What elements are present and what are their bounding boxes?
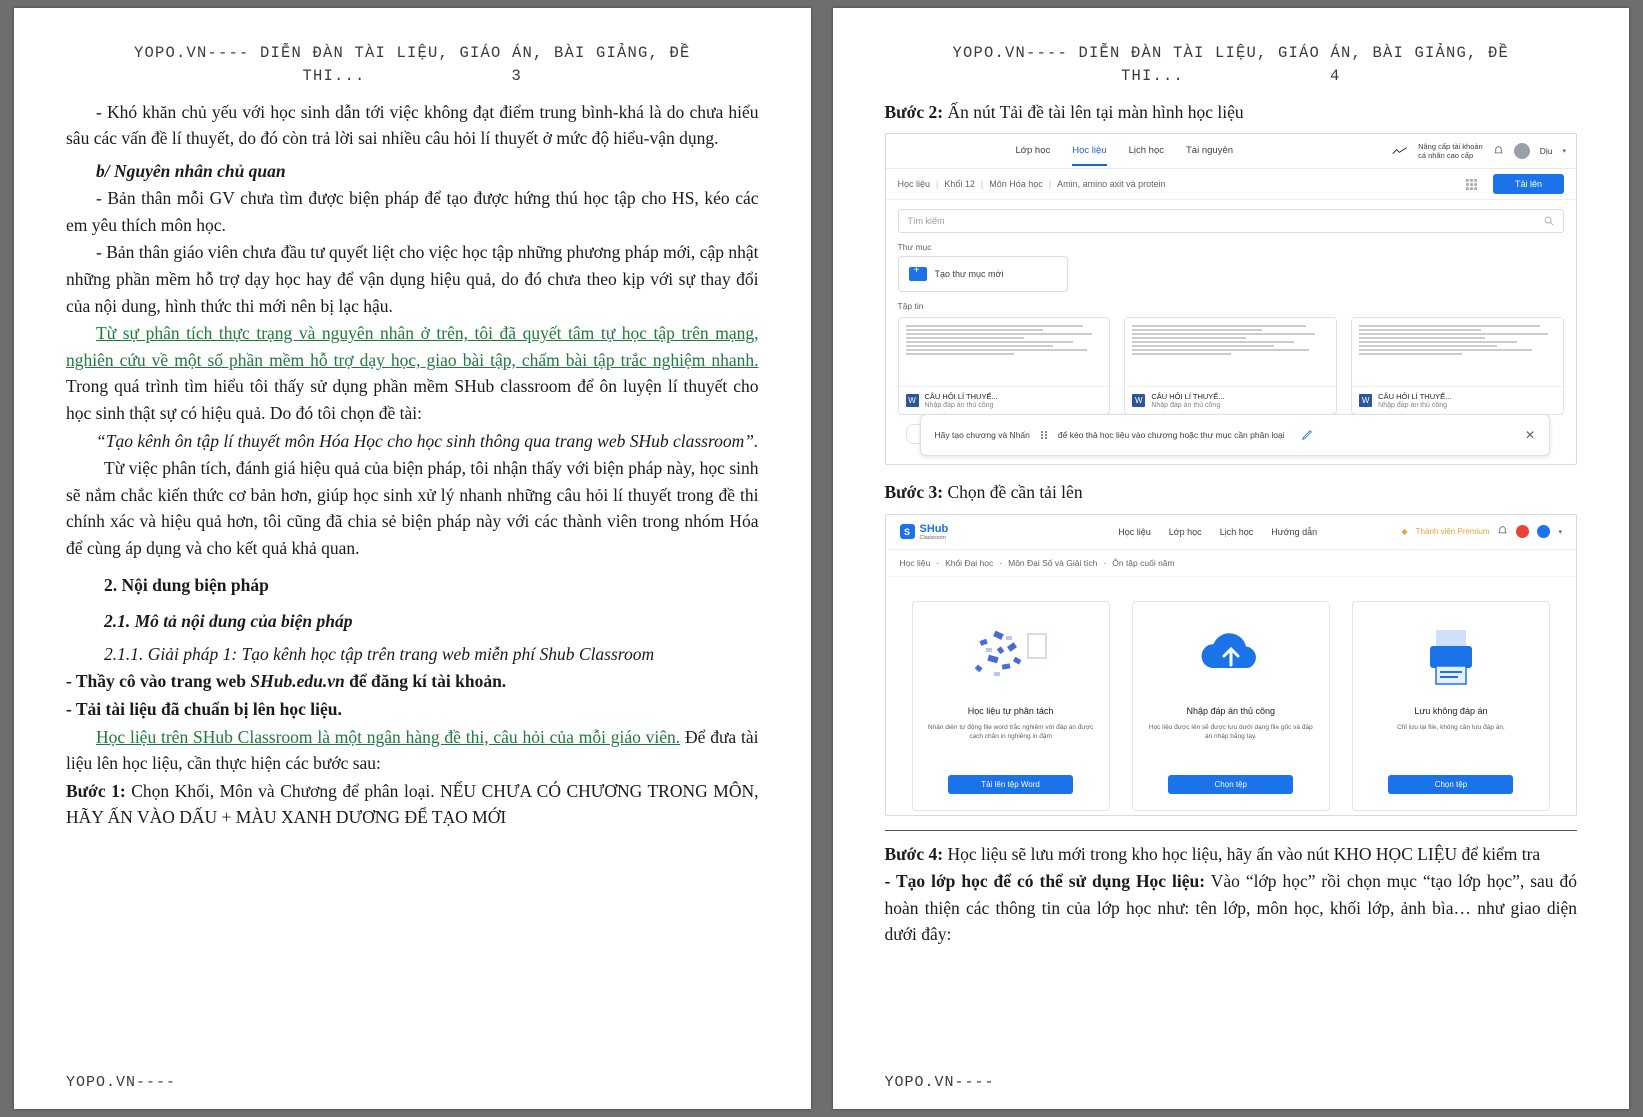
upgrade-line2: cá nhân cao cấp — [1418, 151, 1474, 161]
nav-lich-hoc[interactable]: Lịch học — [1219, 526, 1254, 537]
para-tu-viec-phan-tich: Từ việc phân tích, đánh giá hiệu quả của biện pháp, tôi nhận thấy với biện pháp này, học sinh sẽ nắm chắc kiến thức cơ bản hơn, giúp học sinh xử lý nhanh những câu hỏi lí thuyết trong đề thi chính xác và hiệu quả hơn, tôi cũng đã chia sẻ biện pháp này với các thành viên trong nhóm Hóa để cùng áp dụng và cho kết quả khả quan. — [66, 458, 759, 558]
avatar[interactable] — [1514, 143, 1530, 159]
folder-plus-icon — [909, 267, 927, 281]
para-hoc-lieu-ngan-hang — [66, 724, 759, 777]
breadcrumb-khoi-12[interactable]: Khối 12 — [944, 179, 975, 190]
label-thu-muc: Thư mục — [897, 242, 932, 253]
page-header-left — [66, 42, 759, 89]
upgrade-line1: Nâng cấp tài khoản — [1418, 141, 1483, 151]
topbar-right — [1392, 142, 1566, 161]
bell-icon[interactable] — [1493, 146, 1504, 157]
option-desc: Chỉ lưu lại file, không cần lưu đáp án. — [1397, 723, 1505, 731]
para-thay-co-a: - Thầy cô vào trang web — [66, 671, 251, 692]
file-thumbnail — [899, 318, 1110, 386]
heading-nguyen-nhan-chu-quan: b/ Nguyên nhân chủ quan — [96, 160, 286, 181]
tab-hoc-lieu[interactable]: Học liệu — [1072, 137, 1106, 166]
page-right — [833, 8, 1630, 1109]
label-buoc-3: Bước 3: — [884, 482, 944, 503]
para-tao-lop-hoc-rest: Vào “lớp học” rồi chọn mục “tạo lớp học”, sau đó hoàn thiện các thông tin của lớp học như: tên lớp, môn học, khối lớp, ảnh bìa… như giao diện dưới đây: — [884, 871, 1577, 945]
para-tai-tai-lieu: - Tải tài liệu đã chuẩn bị lên học liệu. — [66, 698, 342, 719]
app-tabs — [1016, 137, 1234, 166]
shub-topbar — [886, 515, 1577, 550]
para-buoc-4 — [885, 841, 1578, 868]
premium-label[interactable]: Thành viên Premium — [1415, 527, 1490, 537]
account-name[interactable]: Dịu — [1539, 146, 1553, 157]
file-meta — [1125, 386, 1336, 414]
shub-logo[interactable] — [900, 523, 949, 541]
search-field[interactable] — [898, 209, 1565, 233]
option-card-no-answers[interactable] — [1352, 601, 1550, 811]
file-subtitle: Nhập đáp án thủ công — [1151, 402, 1221, 410]
word-icon: W — [906, 394, 919, 407]
file-card[interactable] — [898, 317, 1111, 415]
choose-file-button[interactable]: Chọn tệp — [1168, 775, 1293, 794]
para-buoc-1 — [66, 778, 759, 831]
page-header-right — [885, 42, 1578, 89]
label-buoc-2: Bước 2: — [884, 101, 944, 122]
label-tao-lop-hoc: - Tạo lớp học để có thể sử dụng Học liệu: — [884, 871, 1206, 892]
breadcrumb-chuong[interactable]: Amin, amino axit và protein — [1057, 179, 1166, 190]
file-card[interactable] — [1351, 317, 1564, 415]
create-folder-button[interactable] — [898, 256, 1068, 292]
option-card-manual-answers[interactable] — [1132, 601, 1330, 811]
breadcrumb — [886, 169, 1577, 200]
link-shub-edu-vn: SHub.edu.vn — [250, 671, 345, 692]
file-name: CÂU HỎI LÍ THUYẾ... — [1151, 392, 1225, 402]
page-footer-right: YOPO.VN---- — [884, 1074, 995, 1091]
breadcrumb-mon-hoa[interactable]: Môn Hóa học — [989, 179, 1043, 190]
header-thi: THI... — [302, 67, 366, 86]
drawer-handle[interactable] — [906, 424, 921, 444]
para-ten-de-tai: “Tạo kênh ôn tập lí thuyết môn Hóa Học cho học sinh thông qua trang web SHub classroom”. — [96, 430, 759, 451]
upload-button[interactable]: Tải lên — [1493, 174, 1564, 194]
file-thumbnail — [1125, 318, 1336, 386]
illustration-cloud — [1188, 618, 1274, 696]
nav-lop-hoc[interactable]: Lớp học — [1168, 526, 1202, 537]
page-footer-left: YOPO.VN---- — [66, 1074, 177, 1091]
shub-logo-sub: Classroom — [919, 534, 946, 541]
option-title: Học liệu tự phân tách — [967, 705, 1054, 716]
option-title: Nhập đáp án thủ công — [1186, 705, 1276, 716]
crumb-hoc-lieu[interactable]: Học liệu — [899, 557, 931, 568]
file-thumbnail — [1352, 318, 1563, 386]
bell-icon[interactable] — [1497, 526, 1508, 537]
illustration-printer — [1408, 618, 1494, 696]
crumb-on-tap[interactable]: Ôn tập cuối năm — [1112, 557, 1175, 568]
header-line1-right: YOPO.VN---- DIỄN ĐÀN TÀI LIỆU, GIÁO ÁN, BÀI GIẢNG, ĐỀ — [952, 44, 1510, 62]
page-number-right: 4 — [1330, 67, 1341, 86]
shub-logo-text: SHub — [919, 522, 949, 535]
tab-tai-nguyen[interactable]: Tài nguyên — [1185, 144, 1233, 156]
para-buoc-3 — [885, 479, 1578, 506]
heading-21-mo-ta: 2.1. Mô tả nội dung của biện pháp — [104, 611, 353, 632]
para-buoc-2-rest: Ấn nút Tải đề tài lên tại màn hình học liệu — [943, 101, 1244, 122]
word-icon: W — [1132, 394, 1145, 407]
para-thay-co-vao-web — [66, 668, 759, 695]
highlight-tu-su-phan-tich: Từ sự phân tích thực trạng và nguyên nhân ở trên, tôi đã quyết tâm tự học tập trên mạng, nghiên cứu về một số phần mềm hỗ trợ dạy học, giao bài tập, chấm bài tập trắc nghiệm nhanh. — [66, 323, 759, 370]
diamond-icon: ◆ — [1401, 527, 1408, 537]
header-line1: YOPO.VN---- DIỄN ĐÀN TÀI LIỆU, GIÁO ÁN, BÀI GIẢNG, ĐỀ — [133, 44, 691, 62]
divider — [885, 830, 1578, 831]
page-left — [14, 8, 811, 1109]
breadcrumb-sep-2: | — [980, 179, 984, 190]
breadcrumb-sep-3: | — [1048, 179, 1052, 190]
app-topbar — [886, 134, 1577, 169]
para-buoc-4-rest: Học liệu sẽ lưu mới trong kho học liệu, hãy ấn vào nút KHO HỌC LIỆU để kiểm tra — [943, 843, 1541, 864]
upload-options — [886, 577, 1577, 816]
option-card-auto-split[interactable] — [912, 601, 1110, 811]
para-tu-su-phan-tich-rest: Trong quá trình tìm hiểu tôi thấy sử dụng phần mềm SHub classroom để ôn luyện lí thuyết cho học sinh thật sự có hiệu quả. Do đó tôi chọn đề tài: — [66, 376, 759, 424]
nav-hoc-lieu[interactable]: Học liệu — [1118, 526, 1151, 537]
crumb-khoi-dai-hoc[interactable]: Khối Đại học — [945, 557, 994, 568]
screenshot-hoc-lieu — [885, 133, 1578, 465]
file-subtitle: Nhập đáp án thủ công — [924, 402, 994, 410]
para-ban-than-giao-vien: - Bản thân giáo viên chưa đầu tư quyết liệt cho việc học tập những phương pháp mới, cập nhật những phần mềm hỗ trợ dạy học hay để vận dụng hiệu quả, do đó chưa theo kịp với sự thay đổi của nội dung, hình thức thi mới nên bị lạc hậu. — [66, 242, 759, 316]
shub-logo-badge: S — [900, 524, 915, 539]
chevron-down-icon[interactable]: ▾ — [1558, 528, 1562, 536]
para-tao-lop-hoc — [885, 868, 1578, 948]
word-icon: W — [1359, 394, 1372, 407]
header-thi-right: THI... — [1120, 67, 1184, 86]
heading-2-noi-dung: 2. Nội dung biện pháp — [104, 574, 269, 595]
nav-huong-dan[interactable]: Hướng dẫn — [1271, 526, 1318, 537]
upgrade-account-button[interactable] — [1418, 142, 1483, 161]
grid-icon[interactable] — [1466, 179, 1477, 190]
tab-lich-hoc[interactable]: Lịch học — [1128, 144, 1164, 156]
para-tu-su-phan-tich — [66, 320, 759, 426]
file-card[interactable] — [1124, 317, 1337, 415]
option-desc: Học liệu được lên sẽ được lưu dưới dạng file gốc và đáp án nhập bằng tay. — [1148, 723, 1313, 741]
para-buoc-3-rest: Chọn đề cần tải lên — [943, 482, 1083, 503]
drag-handle-icon — [1040, 430, 1048, 440]
para-hoc-lieu-rest: Để đưa tài liệu lên học liệu, cần thực hiện các bước sau: — [66, 726, 759, 774]
toast-text-b: để kéo thả học liệu vào chương hoặc thư mục cần phân loại — [1057, 430, 1285, 441]
breadcrumb-hoc-lieu[interactable]: Học liệu — [897, 179, 931, 190]
file-meta — [899, 386, 1110, 414]
breadcrumb-sep-1: | — [936, 179, 939, 190]
shub-topbar-right — [1402, 525, 1562, 538]
label-buoc-1: Bước 1: — [66, 780, 126, 801]
file-name: CÂU HỎI LÍ THUYẾ... — [1378, 392, 1452, 402]
file-meta — [1352, 386, 1563, 414]
shub-nav — [1118, 527, 1317, 537]
header-line2 — [72, 65, 753, 88]
file-grid — [898, 317, 1565, 415]
page-number-left: 3 — [511, 67, 523, 86]
shub-breadcrumb: Học liệu · Khối Đại học · Môn Đại Số và Giải tích · Ôn tập cuối năm — [886, 550, 1577, 577]
notification-dot-red-icon[interactable] — [1516, 525, 1529, 538]
label-tap-tin: Tập tin — [897, 301, 924, 312]
highlight-hoc-lieu: Học liệu trên SHub Classroom là một ngân hàng đề thi, câu hỏi của mỗi giáo viên. — [96, 726, 681, 747]
option-title: Lưu không đáp án — [1414, 705, 1488, 716]
hint-toast — [920, 414, 1551, 456]
screenshot-chon-de — [885, 514, 1578, 816]
heading-211-giai-phap: 2.1.1. Giải pháp 1: Tạo kênh học tập trên trang web miễn phí Shub Classroom — [104, 643, 655, 664]
create-folder-label: Tạo thư mục mới — [934, 269, 1004, 280]
header-line2-right — [891, 65, 1572, 88]
toast-text-a: Hãy tạo chương và Nhấn — [934, 430, 1030, 441]
tab-lop-hoc[interactable]: Lớp học — [1015, 144, 1051, 156]
label-buoc-4: Bước 4: — [884, 843, 944, 864]
para-kho-khan: - Khó khăn chủ yếu với học sinh dẫn tới việc không đạt điểm trung bình-khá là do chưa hiểu sâu các vấn đề lí thuyết, do đó còn trả lời sai nhiều câu hỏi lí thuyết ở mức độ hiểu-vận dụng. — [66, 101, 759, 149]
para-buoc-2 — [885, 99, 1578, 126]
file-name: CÂU HỎI LÍ THUYẾ... — [924, 392, 998, 402]
file-subtitle: Nhập đáp án thủ công — [1378, 402, 1448, 410]
crumb-mon[interactable]: Môn Đại Số và Giải tích — [1008, 557, 1098, 568]
upload-word-button[interactable]: Tải lên tệp Word — [948, 775, 1073, 794]
para-buoc-1-rest: Chọn Khối, Môn và Chương để phân loại. NẾU CHƯA CÓ CHƯƠNG TRONG MÔN, HÃY ẤN VÀO DẤU + MÀU XANH DƯƠNG ĐỂ TẠO MỚI — [66, 780, 759, 828]
option-desc: Nhận diện tự động file word trắc nghiệm với đáp án được cách chân in nghiêng in đậm — [927, 723, 1094, 741]
pen-icon — [1301, 429, 1313, 441]
close-icon[interactable]: ✕ — [1524, 428, 1535, 443]
avatar[interactable] — [1537, 525, 1550, 538]
para-ban-than-gv: - Bản thân mỗi GV chưa tìm được biện pháp để tạo được hứng thú học tập cho HS, kéo các em yêu thích môn học. — [66, 188, 759, 235]
trend-up-icon — [1392, 146, 1408, 156]
choose-file-button[interactable]: Chọn tệp — [1388, 775, 1513, 794]
search-placeholder: Tìm kiếm — [907, 216, 945, 227]
illustration-confetti — [968, 618, 1054, 696]
chevron-down-icon[interactable]: ▾ — [1562, 148, 1566, 156]
para-thay-co-c: để đăng kí tài khoản. — [344, 671, 507, 692]
search-icon[interactable] — [1544, 216, 1554, 226]
